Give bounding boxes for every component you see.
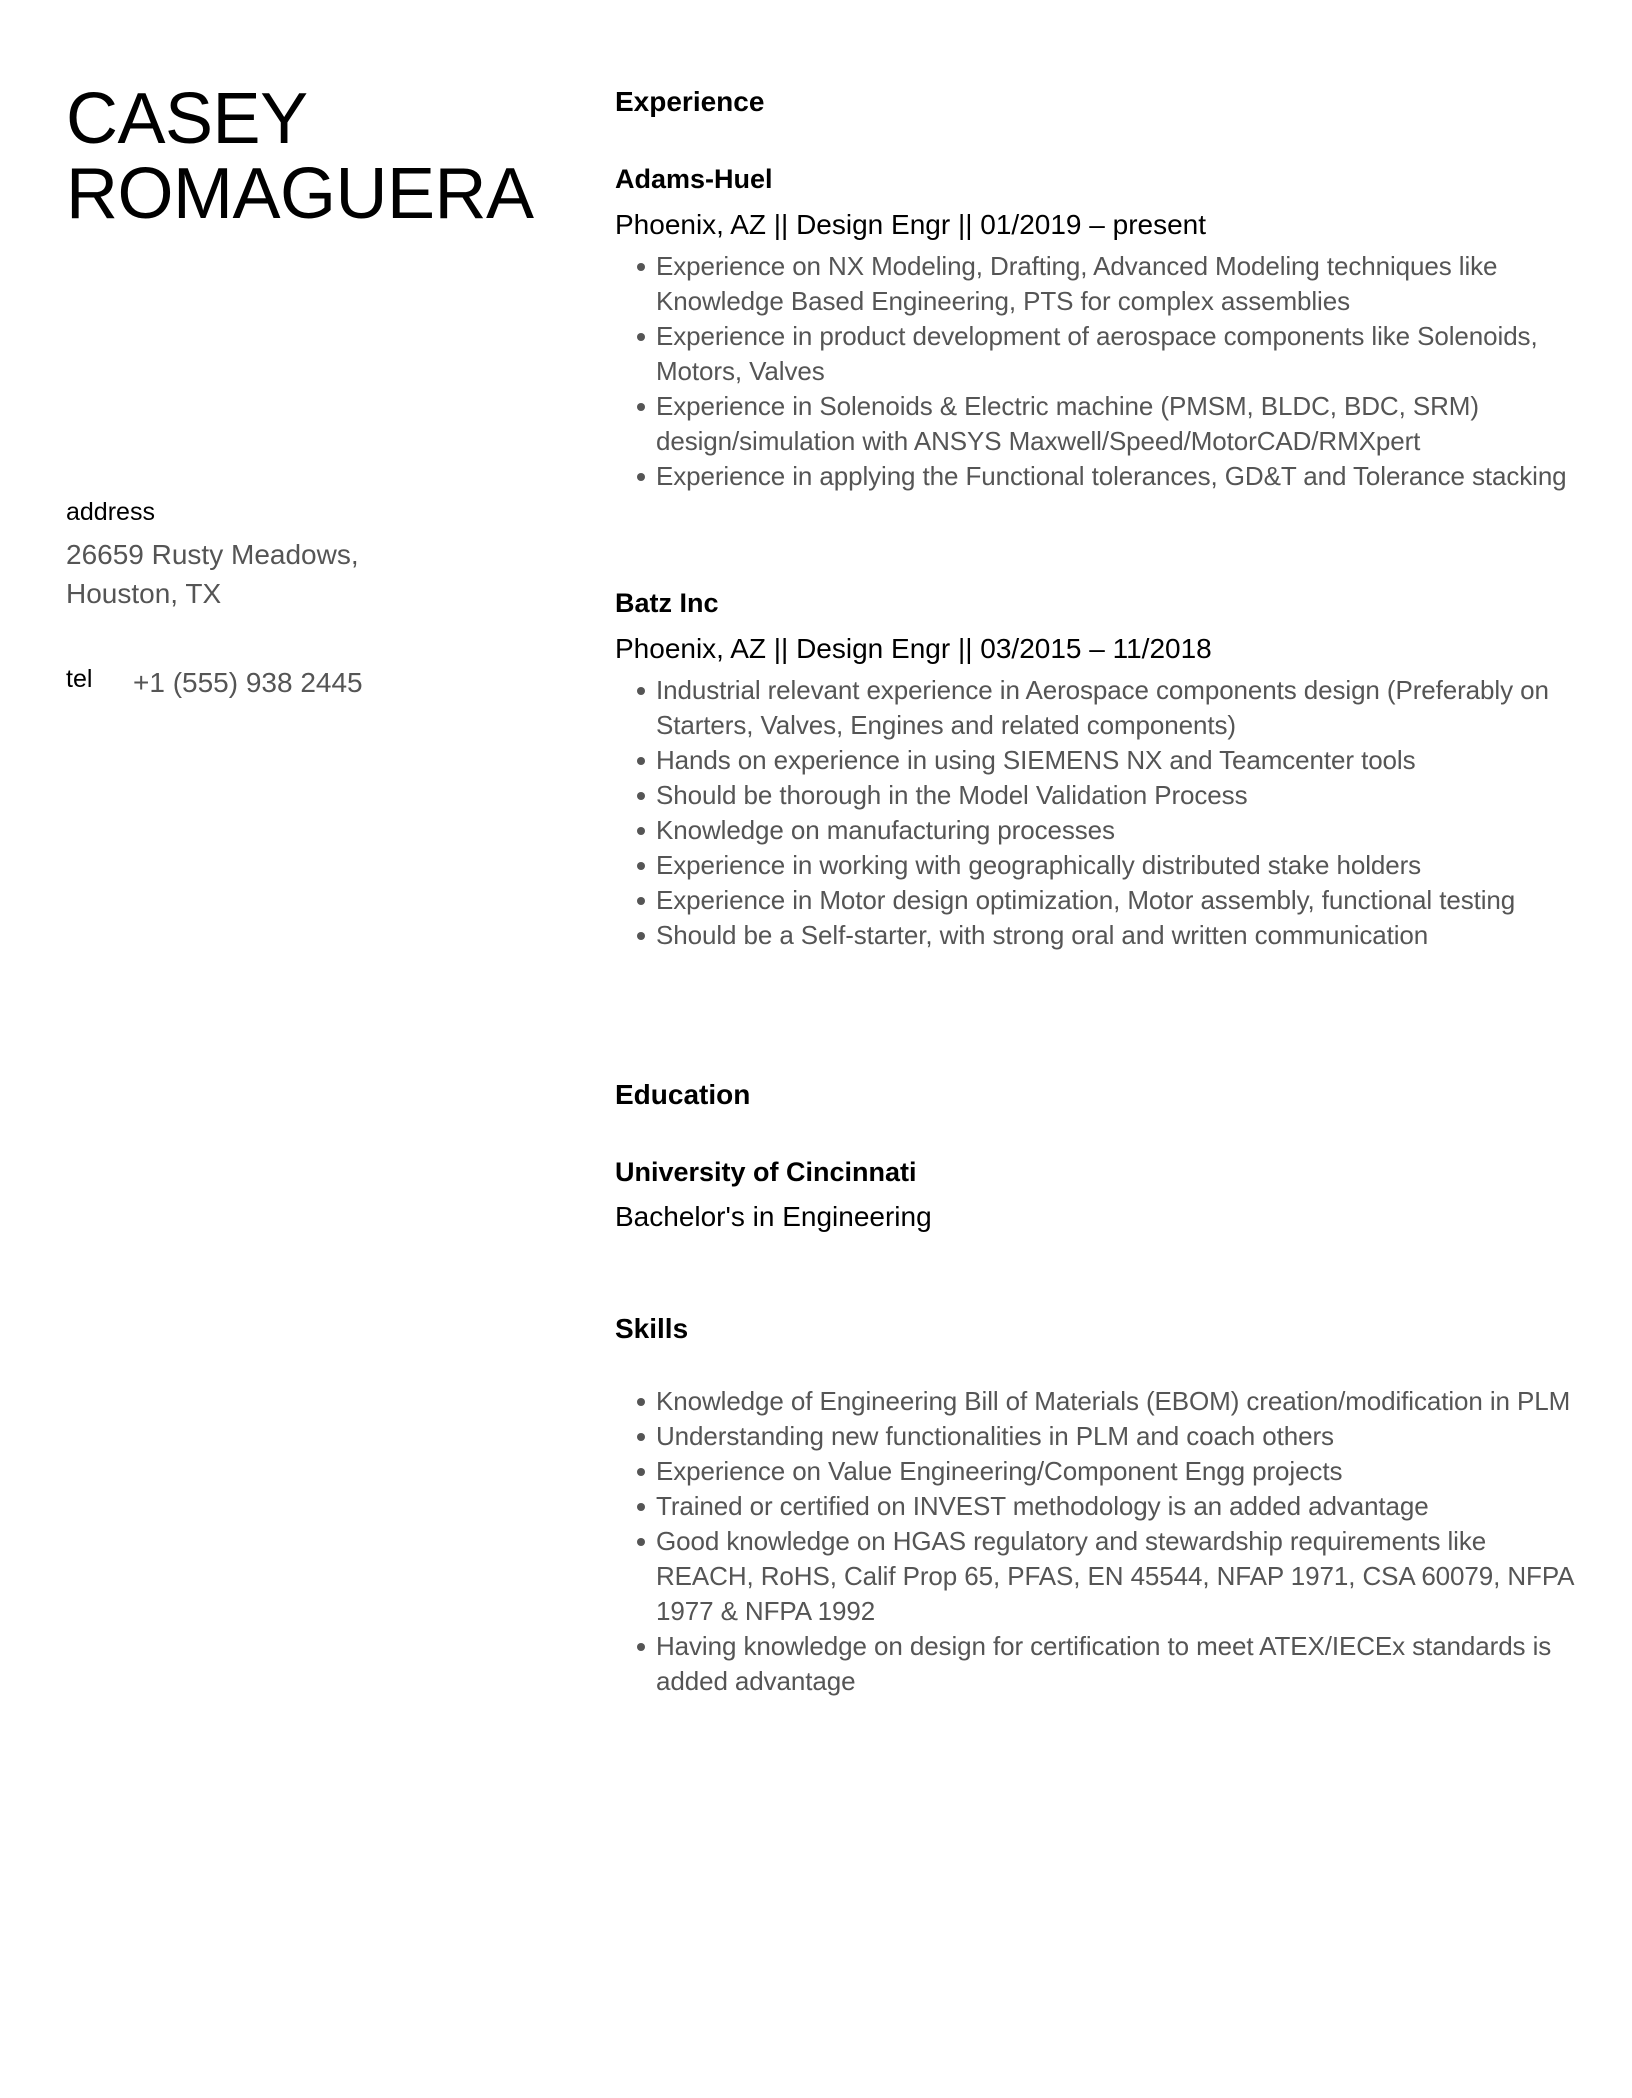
list-item xyxy=(615,778,1575,813)
job-bullets xyxy=(615,249,1575,494)
skills-heading: Skills xyxy=(615,1313,689,1344)
bullet-icon xyxy=(637,473,645,481)
bullet-text: Hands on experience in using SIEMENS NX and Teamcenter tools xyxy=(656,745,1416,775)
bullet-icon xyxy=(637,1538,645,1546)
bullet-text: Should be a Self-starter, with strong oral and written communication xyxy=(656,920,1429,950)
list-item xyxy=(615,249,1575,319)
job-details: Phoenix, AZ || Design Engr || 01/2019 – present xyxy=(615,209,1207,240)
skill-text: Understanding new functionalities in PLM and coach others xyxy=(656,1421,1334,1451)
last-name: ROMAGUERA xyxy=(66,154,534,234)
list-item xyxy=(615,1629,1575,1699)
list-item xyxy=(615,918,1575,953)
bullet-text: Experience in working with geographically distributed stake holders xyxy=(656,850,1422,880)
phone-value: +1 (555) 938 2445 xyxy=(133,667,363,698)
list-item xyxy=(615,389,1575,459)
bullet-icon xyxy=(637,757,645,765)
list-item xyxy=(615,1419,1575,1454)
bullet-icon xyxy=(637,932,645,940)
bullet-icon xyxy=(637,1503,645,1511)
institution-name: University of Cincinnati xyxy=(615,1157,917,1187)
list-item xyxy=(615,813,1575,848)
bullet-text: Industrial relevant experience in Aerospace components design (Preferably on Starters, Valves, Engines and related components) xyxy=(656,675,1549,740)
list-item xyxy=(615,459,1575,494)
bullet-text: Experience on NX Modeling, Drafting, Advanced Modeling techniques like Knowledge Based Engineering, PTS for complex assemblies xyxy=(656,251,1498,316)
list-item xyxy=(615,743,1575,778)
job-details: Phoenix, AZ || Design Engr || 03/2015 – 11/2018 xyxy=(615,633,1212,664)
list-item xyxy=(615,1454,1575,1489)
bullet-icon xyxy=(637,1468,645,1476)
bullet-icon xyxy=(637,862,645,870)
list-item xyxy=(615,1524,1575,1629)
bullet-icon xyxy=(637,263,645,271)
bullet-text: Knowledge on manufacturing processes xyxy=(656,815,1115,845)
bullet-icon xyxy=(637,1643,645,1651)
bullet-icon xyxy=(637,792,645,800)
bullet-icon xyxy=(637,687,645,695)
phone-label: tel xyxy=(66,665,93,693)
bullet-icon xyxy=(637,1398,645,1406)
list-item xyxy=(615,673,1575,743)
address-label: address xyxy=(66,498,155,526)
bullet-icon xyxy=(637,897,645,905)
list-item xyxy=(615,1384,1575,1419)
bullet-text: Experience in Solenoids & Electric machine (PMSM, BLDC, BDC, SRM) design/simulation with ANSYS Maxwell/Speed/MotorCAD/RMXpert xyxy=(656,391,1479,456)
education-heading: Education xyxy=(615,1079,751,1110)
bullet-icon xyxy=(637,827,645,835)
skill-text: Having knowledge on design for certification to meet ATEX/IECEx standards is added advantage xyxy=(656,1631,1552,1696)
bullet-text: Experience in Motor design optimization, Motor assembly, functional testing xyxy=(656,885,1516,915)
list-item xyxy=(615,319,1575,389)
bullet-icon xyxy=(637,333,645,341)
skill-text: Trained or certified on INVEST methodology is an added advantage xyxy=(656,1491,1429,1521)
job-bullets xyxy=(615,673,1575,953)
address-line-2: Houston, TX xyxy=(66,578,222,609)
candidate-name xyxy=(66,79,534,234)
experience-heading: Experience xyxy=(615,86,765,117)
bullet-icon xyxy=(637,403,645,411)
list-item xyxy=(615,1489,1575,1524)
bullet-text: Experience in product development of aerospace components like Solenoids, Motors, Valves xyxy=(656,321,1538,386)
bullet-icon xyxy=(637,1433,645,1441)
skills-list xyxy=(615,1384,1575,1699)
phone-row xyxy=(66,664,586,704)
company-name: Batz Inc xyxy=(615,588,719,618)
skill-text: Good knowledge on HGAS regulatory and stewardship requirements like REACH, RoHS, Calif Prop 65, PFAS, EN 45544, NFAP 1971, CSA 60079, NFPA 1977 & NFPA 1992 xyxy=(656,1526,1573,1626)
list-item xyxy=(615,848,1575,883)
skill-text: Knowledge of Engineering Bill of Materials (EBOM) creation/modification in PLM xyxy=(656,1386,1571,1416)
skill-text: Experience on Value Engineering/Component Engg projects xyxy=(656,1456,1343,1486)
degree: Bachelor's in Engineering xyxy=(615,1201,932,1232)
list-item xyxy=(615,883,1575,918)
company-name: Adams-Huel xyxy=(615,164,773,194)
first-name: CASEY xyxy=(66,79,308,159)
bullet-text: Should be thorough in the Model Validation Process xyxy=(656,780,1248,810)
address-line-1: 26659 Rusty Meadows, xyxy=(66,539,359,570)
bullet-text: Experience in applying the Functional tolerances, GD&T and Tolerance stacking xyxy=(656,461,1567,491)
address-value xyxy=(66,535,359,613)
